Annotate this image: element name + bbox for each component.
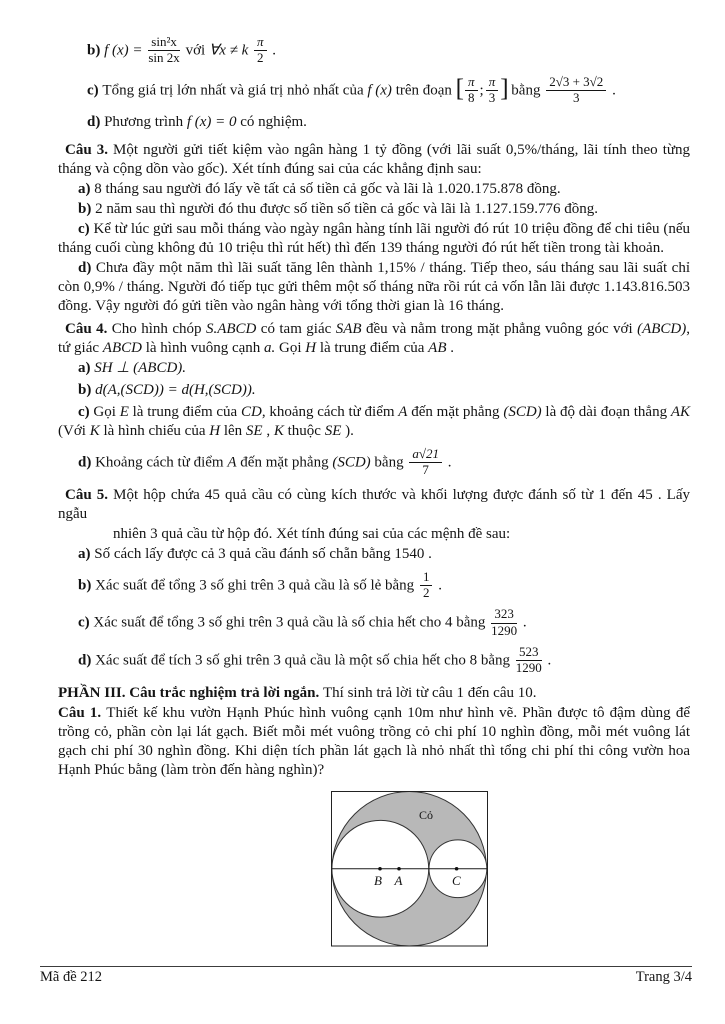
page-footer <box>40 966 692 986</box>
question-5-intro-line2: nhiên 3 quả cầu từ hộp đó. Xét tính đúng sai của các mệnh đề sau: <box>113 525 511 542</box>
exam-content <box>58 36 690 780</box>
point-a-dot <box>397 867 401 871</box>
statement-2c: c) Tổng giá trị lớn nhất và giá trị nhỏ nhất của f (x) trên đoạn [ $\frac{\pi}{8}$ ; $\frac{\pi}{3}$ ] bằng $\frac{2√3 + 3√2}{3}$ . <box>87 73 616 105</box>
point-c-label: C <box>452 873 461 888</box>
page-number: Trang 3/4 <box>635 969 692 985</box>
statement-3a: a) 8 tháng sau người đó lấy về tất cả số tiền cả gốc và lãi là 1.020.175.878 đồng. <box>78 181 561 198</box>
statement-3c: c) Kể từ lúc gửi sau mỗi tháng vào ngày ngân hàng tính lãi người đó rút 10 triệu đồng để chi tiêu (nếu tháng cuối cùng không đủ 10 triệu thì rút hết) thì đến 139 tháng người đó rút hết tiền trong tài khoản. <box>58 221 690 257</box>
statement-3b: b) 2 năm sau thì người đó thu được số tiền số tiền cả gốc và lãi là 1.127.159.776 đồng. <box>78 201 598 218</box>
statement-5d: d) Xác suất để tích 3 số ghi trên 3 quả cầu là một số chia hết cho 8 bằng $\frac{523}{1290}$ . <box>78 643 552 676</box>
point-c-dot <box>455 867 459 871</box>
statement-5b: b) Xác suất để tổng 3 số ghi trên 3 quả cầu là số lẻ bằng $\frac{1}{2}$ . <box>78 568 442 601</box>
statement-5c: c) Xác suất để tổng 3 số ghi trên 3 quả cầu là số chia hết cho 4 bằng $\frac{323}{1290}$ . <box>78 606 527 638</box>
statement-4b: b) d(A,(SCD)) = d(H,(SCD)). <box>78 382 256 399</box>
statement-2b: b) f (x) = $\frac{\text{sin²x}}{\sin 2x}$ với ∀x ≠ k $\frac{\pi}{2}$ . <box>87 34 277 66</box>
question-4-intro: Câu 4. Cho hình chóp S.ABCD có tam giác SAB đều và nằm trong mặt phẳng vuông góc với (ABCD), tứ giác ABCD là hình vuông cạnh a. Gọi H là trung điểm của AB . <box>58 321 690 357</box>
point-a-label: A <box>394 873 403 888</box>
question-5-intro-line1: Câu 5. Một hộp chứa 45 quả cầu có cùng kích thước và khối lượng được đánh số từ 1 đến 45 . Lấy ngẫu <box>58 486 690 522</box>
part3-question-1: Câu 1. Thiết kế khu vườn Hạnh Phúc hình vuông cạnh 10m như hình vẽ. Phần được tô đậm dùng để trồng cỏ, phần còn lại lát gạch. Biết mỗi mét vuông trồng cỏ chi phí 10 nghìn đồng, mỗi mét vuông lát gạch chi phí 30 nghìn đồng. Khi diện tích phần lát gạch là nhỏ nhất thì tổng chi phí thi công vườn hoa Hạnh Phúc bằng (làm tròn đến hàng nghìn)? <box>58 704 690 778</box>
garden-figure <box>331 791 488 947</box>
grass-label: Cỏ <box>419 808 434 822</box>
statement-2d: d) Phương trình f (x) = 0 có nghiệm. <box>87 114 307 131</box>
statement-3d: d) Chưa đầy một năm thì lãi suất tăng lên thành 1,15% / tháng. Tiếp theo, sáu tháng sau lãi suất chỉ còn 0,9% / tháng. Người đó tiếp tục gửi thêm một số tháng nữa rồi rút cả vốn lẫn lãi được 1.143.816.503 đồng. Vậy người đó gửi tiền vào ngân hàng với tổng thời gian là 16 tháng. <box>58 260 691 315</box>
statement-4c: c) Gọi E là trung điểm của CD, khoảng cách từ điểm A đến mặt phẳng (SCD) là độ dài đoạn thẳng AK (Với K là hình chiếu của H lên SE , K thuộc SE ). <box>58 404 691 440</box>
point-b-dot <box>378 867 382 871</box>
exam-code: Mã đề 212 <box>40 969 103 985</box>
question-3-intro: Câu 3. Một người gửi tiết kiệm vào ngân hàng 1 tỷ đồng (với lãi suất 0,5%/tháng, lãi tính theo từng tháng và cộng dồn vào gốc). Xét tính đúng sai của các khẳng định sau: <box>58 142 690 178</box>
statement-4d: d) Khoảng cách từ điểm A đến mặt phẳng (SCD) bằng $\frac{a√21}{7}$ . <box>78 446 452 478</box>
part-3-heading: PHẦN III. Câu trắc nghiệm trả lời ngắn. Thí sinh trả lời từ câu 1 đến câu 10. <box>58 684 537 701</box>
statement-4a: a) SH ⊥ (ABCD). <box>78 360 187 377</box>
point-b-label: B <box>374 873 382 888</box>
statement-5a: a) Số cách lấy được cả 3 quả cầu đánh số chẵn bằng 1540 . <box>78 545 432 562</box>
